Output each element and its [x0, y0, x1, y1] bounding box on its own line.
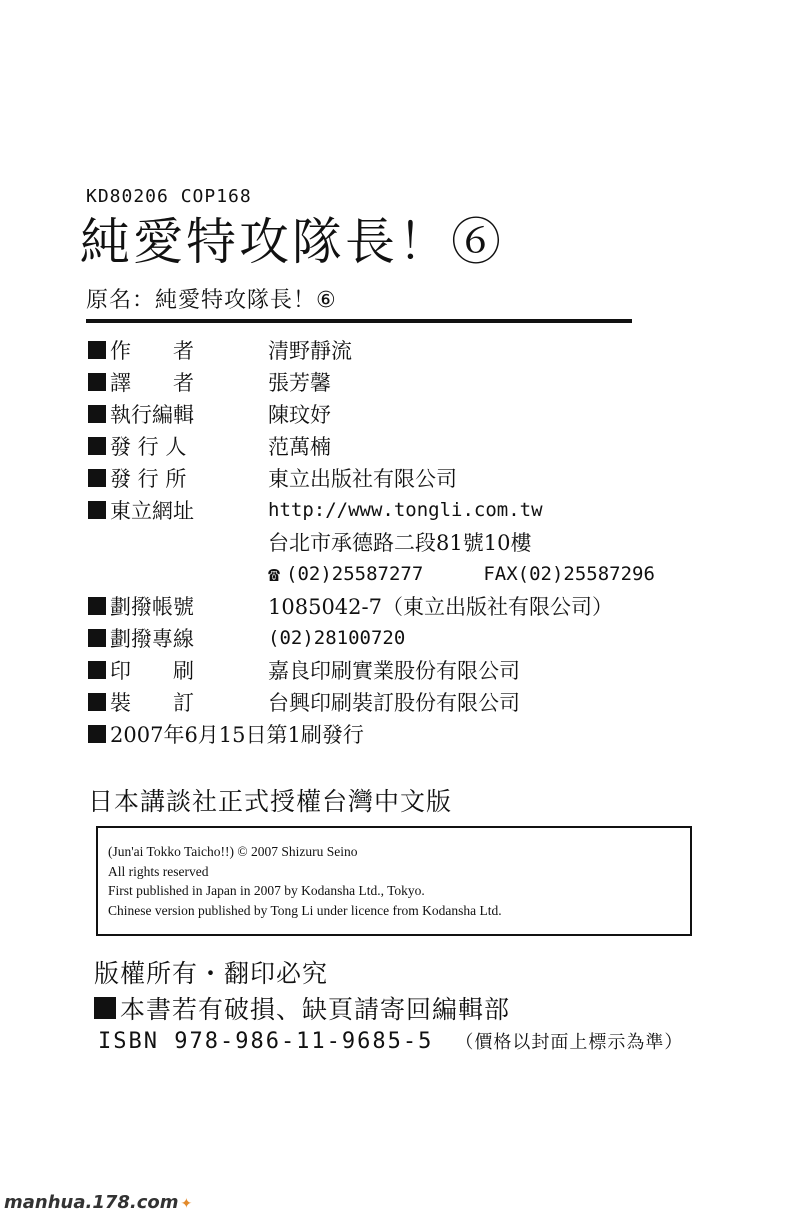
sparkle-icon: ✦	[180, 1196, 193, 1212]
bullet-square-icon	[88, 501, 106, 519]
bullet-square-icon	[94, 997, 116, 1019]
credit-row-translator: 譯 者 張芳馨	[88, 366, 728, 398]
copyright-line: (Jun'ai Tokko Taicho!!) © 2007 Shizuru Seino	[108, 844, 358, 859]
book-title: 純愛特攻隊長！⑥	[80, 213, 504, 271]
bullet-square-icon	[88, 405, 106, 423]
credit-row-giro-account: 劃撥帳號 1085042-7（東立出版社有限公司）	[88, 590, 728, 622]
credit-row-publishing-house: 發 行 所 東立出版社有限公司	[88, 462, 728, 494]
credit-row-giro-line: 劃撥專線 (02)28100720	[88, 622, 728, 654]
bullet-square-icon	[88, 341, 106, 359]
authorization-statement: 日本講談社正式授權台灣中文版	[88, 787, 453, 816]
bullet-square-icon	[88, 469, 106, 487]
product-code: KD80206 COP168	[86, 186, 252, 207]
damaged-book-notice: 本書若有破損、缺頁請寄回編輯部	[94, 990, 510, 1026]
credit-row-website: 東立網址 http://www.tongli.com.tw	[88, 494, 728, 526]
original-title: 原名：純愛特攻隊長！⑥	[86, 288, 337, 313]
credit-row-release-date: 2007年6月15日第1刷發行	[88, 718, 728, 750]
credit-row-editor: 執行編輯 陳玟妤	[88, 398, 728, 430]
isbn-number: ISBN 978-986-11-9685-5	[98, 1028, 434, 1054]
copyright-line: Chinese version published by Tong Li under licence from Kodansha Ltd.	[108, 902, 502, 918]
credit-row-phone	[88, 558, 728, 590]
credit-row-publisher: 發 行 人 范萬楠	[88, 430, 728, 462]
copyright-line: All rights reserved	[108, 863, 209, 879]
bullet-square-icon	[88, 437, 106, 455]
fax-number: FAX(02)25587296	[483, 563, 655, 585]
telephone-icon: ☎	[268, 562, 281, 586]
title-divider	[86, 319, 632, 323]
copyright-box	[96, 826, 692, 936]
credit-row-printer: 印 刷 嘉良印刷實業股份有限公司	[88, 654, 728, 686]
bullet-square-icon	[88, 693, 106, 711]
website-link[interactable]: http://www.tongli.com.tw	[268, 499, 543, 521]
bullet-square-icon	[88, 725, 106, 743]
copyright-line: First published in Japan in 2007 by Kodansha Ltd., Tokyo.	[108, 883, 425, 898]
bullet-square-icon	[88, 597, 106, 615]
credit-row-author: 作 者 清野靜流	[88, 334, 728, 366]
site-watermark: manhua.178.com ✦	[4, 1192, 193, 1213]
bullet-square-icon	[88, 661, 106, 679]
price-note: （價格以封面上標示為準）	[455, 1032, 684, 1053]
phone-number: (02)25587277	[286, 563, 424, 585]
isbn-line	[98, 1028, 683, 1054]
bullet-square-icon	[88, 629, 106, 647]
credit-row-binder: 裝 訂 台興印刷裝訂股份有限公司	[88, 686, 728, 718]
credits-list	[88, 334, 728, 750]
bullet-square-icon	[88, 373, 106, 391]
credit-row-address: 台北市承德路二段81號10樓	[268, 531, 532, 555]
rights-notice: 版權所有・翻印必究	[94, 959, 329, 988]
